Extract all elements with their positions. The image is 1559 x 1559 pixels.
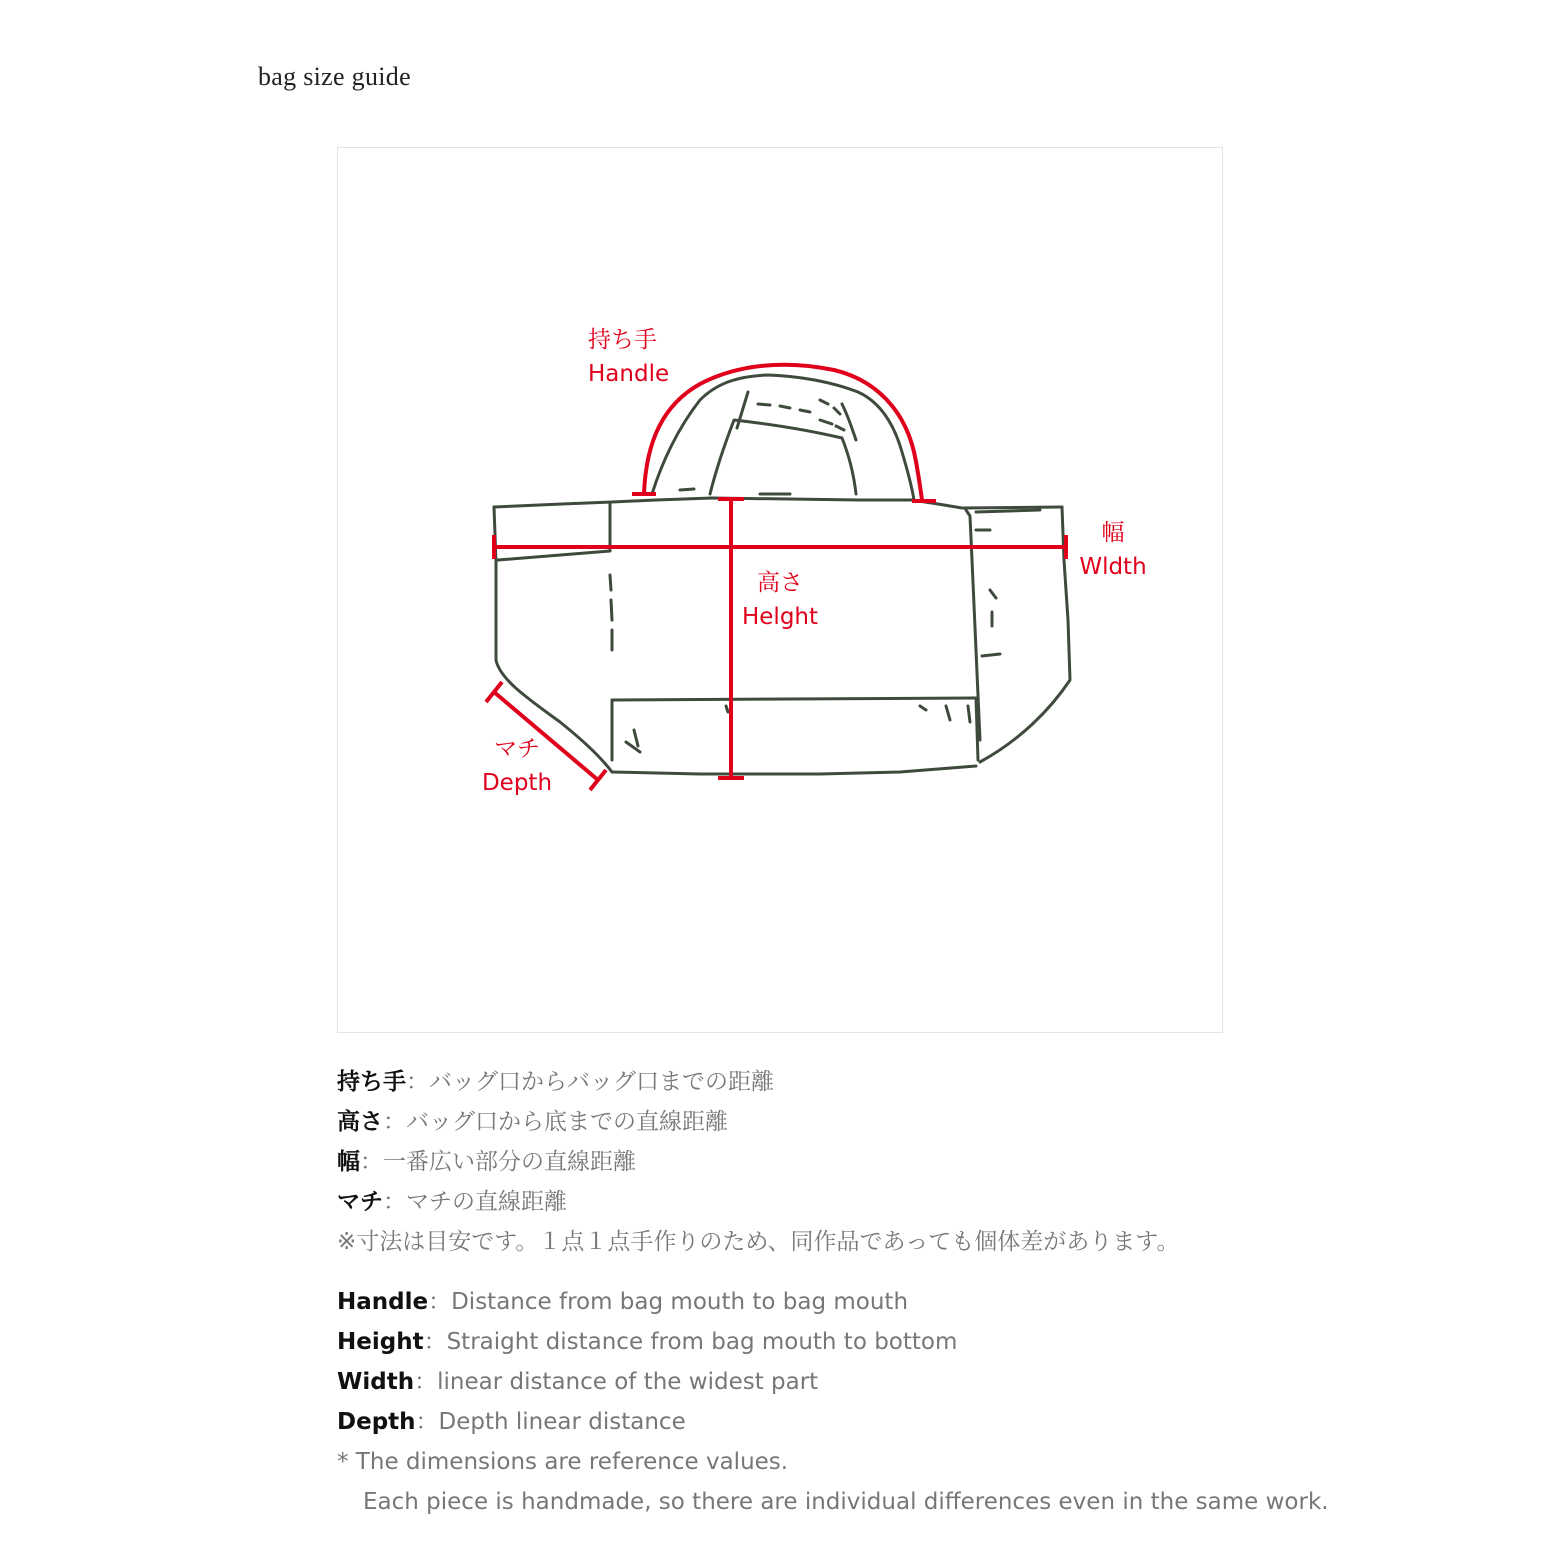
note-separator: ：: [383, 1189, 406, 1215]
depth-label-ja: マチ: [494, 736, 540, 762]
note-text: Straight distance from bag mouth to bottom: [446, 1329, 958, 1355]
depth-label: [474, 732, 560, 800]
page-title: bag size guide: [258, 62, 411, 91]
note-ja-width: [337, 1142, 1537, 1182]
note-term: 高さ: [337, 1109, 383, 1135]
height-label: [732, 566, 828, 634]
width-label: [1070, 516, 1156, 584]
handle-label: [588, 323, 669, 391]
note-ja-remark: ※寸法は目安です。１点１点手作りのため、同作品であっても個体差があります。: [337, 1229, 1180, 1255]
note-separator: ：: [415, 1409, 439, 1435]
note-separator: ：: [423, 1329, 447, 1355]
handle-measure-arc: [644, 365, 922, 500]
note-ja-height: [337, 1102, 1537, 1142]
note-text: Distance from bag mouth to bag mouth: [451, 1289, 909, 1315]
note-text: マチの直線距離: [406, 1189, 567, 1215]
note-term: Depth: [337, 1409, 416, 1435]
handle-label-en: Handle: [588, 361, 670, 387]
width-label-en: Wldth: [1079, 554, 1147, 580]
height-label-en: Helght: [741, 604, 819, 630]
note-en-width: [337, 1362, 1537, 1402]
note-text: バッグ口から底までの直線距離: [406, 1109, 728, 1135]
note-term: Height: [337, 1329, 424, 1355]
note-text: 一番広い部分の直線距離: [383, 1149, 636, 1175]
note-ja-depth: [337, 1182, 1537, 1222]
note-term: マチ: [337, 1189, 383, 1215]
note-text: Depth linear distance: [438, 1409, 686, 1435]
handle-label-ja: 持ち手: [588, 327, 657, 353]
note-separator: ：: [414, 1369, 438, 1395]
note-separator: ：: [406, 1069, 429, 1095]
note-separator: ：: [428, 1289, 452, 1315]
height-label-ja: 高さ: [757, 570, 803, 596]
note-term: 幅: [337, 1149, 360, 1175]
note-term: Handle: [337, 1289, 429, 1315]
note-separator: ：: [360, 1149, 383, 1175]
size-notes: [337, 1062, 1537, 1522]
note-en-remark-1: * The dimensions are reference values.: [337, 1449, 789, 1475]
note-en-remark-2: Each piece is handmade, so there are individual differences even in the same work.: [363, 1489, 1329, 1515]
note-ja-handle: [337, 1062, 1537, 1102]
note-separator: ：: [383, 1109, 406, 1135]
width-label-ja: 幅: [1101, 520, 1125, 546]
note-term: 持ち手: [337, 1069, 406, 1095]
depth-label-en: Depth: [481, 770, 553, 796]
note-en-handle: [337, 1282, 1537, 1322]
note-text: バッグ口からバッグ口までの距離: [429, 1069, 774, 1095]
note-text: linear distance of the widest part: [437, 1369, 819, 1395]
note-term: Width: [337, 1369, 415, 1395]
note-en-height: [337, 1322, 1537, 1362]
note-en-depth: [337, 1402, 1537, 1442]
